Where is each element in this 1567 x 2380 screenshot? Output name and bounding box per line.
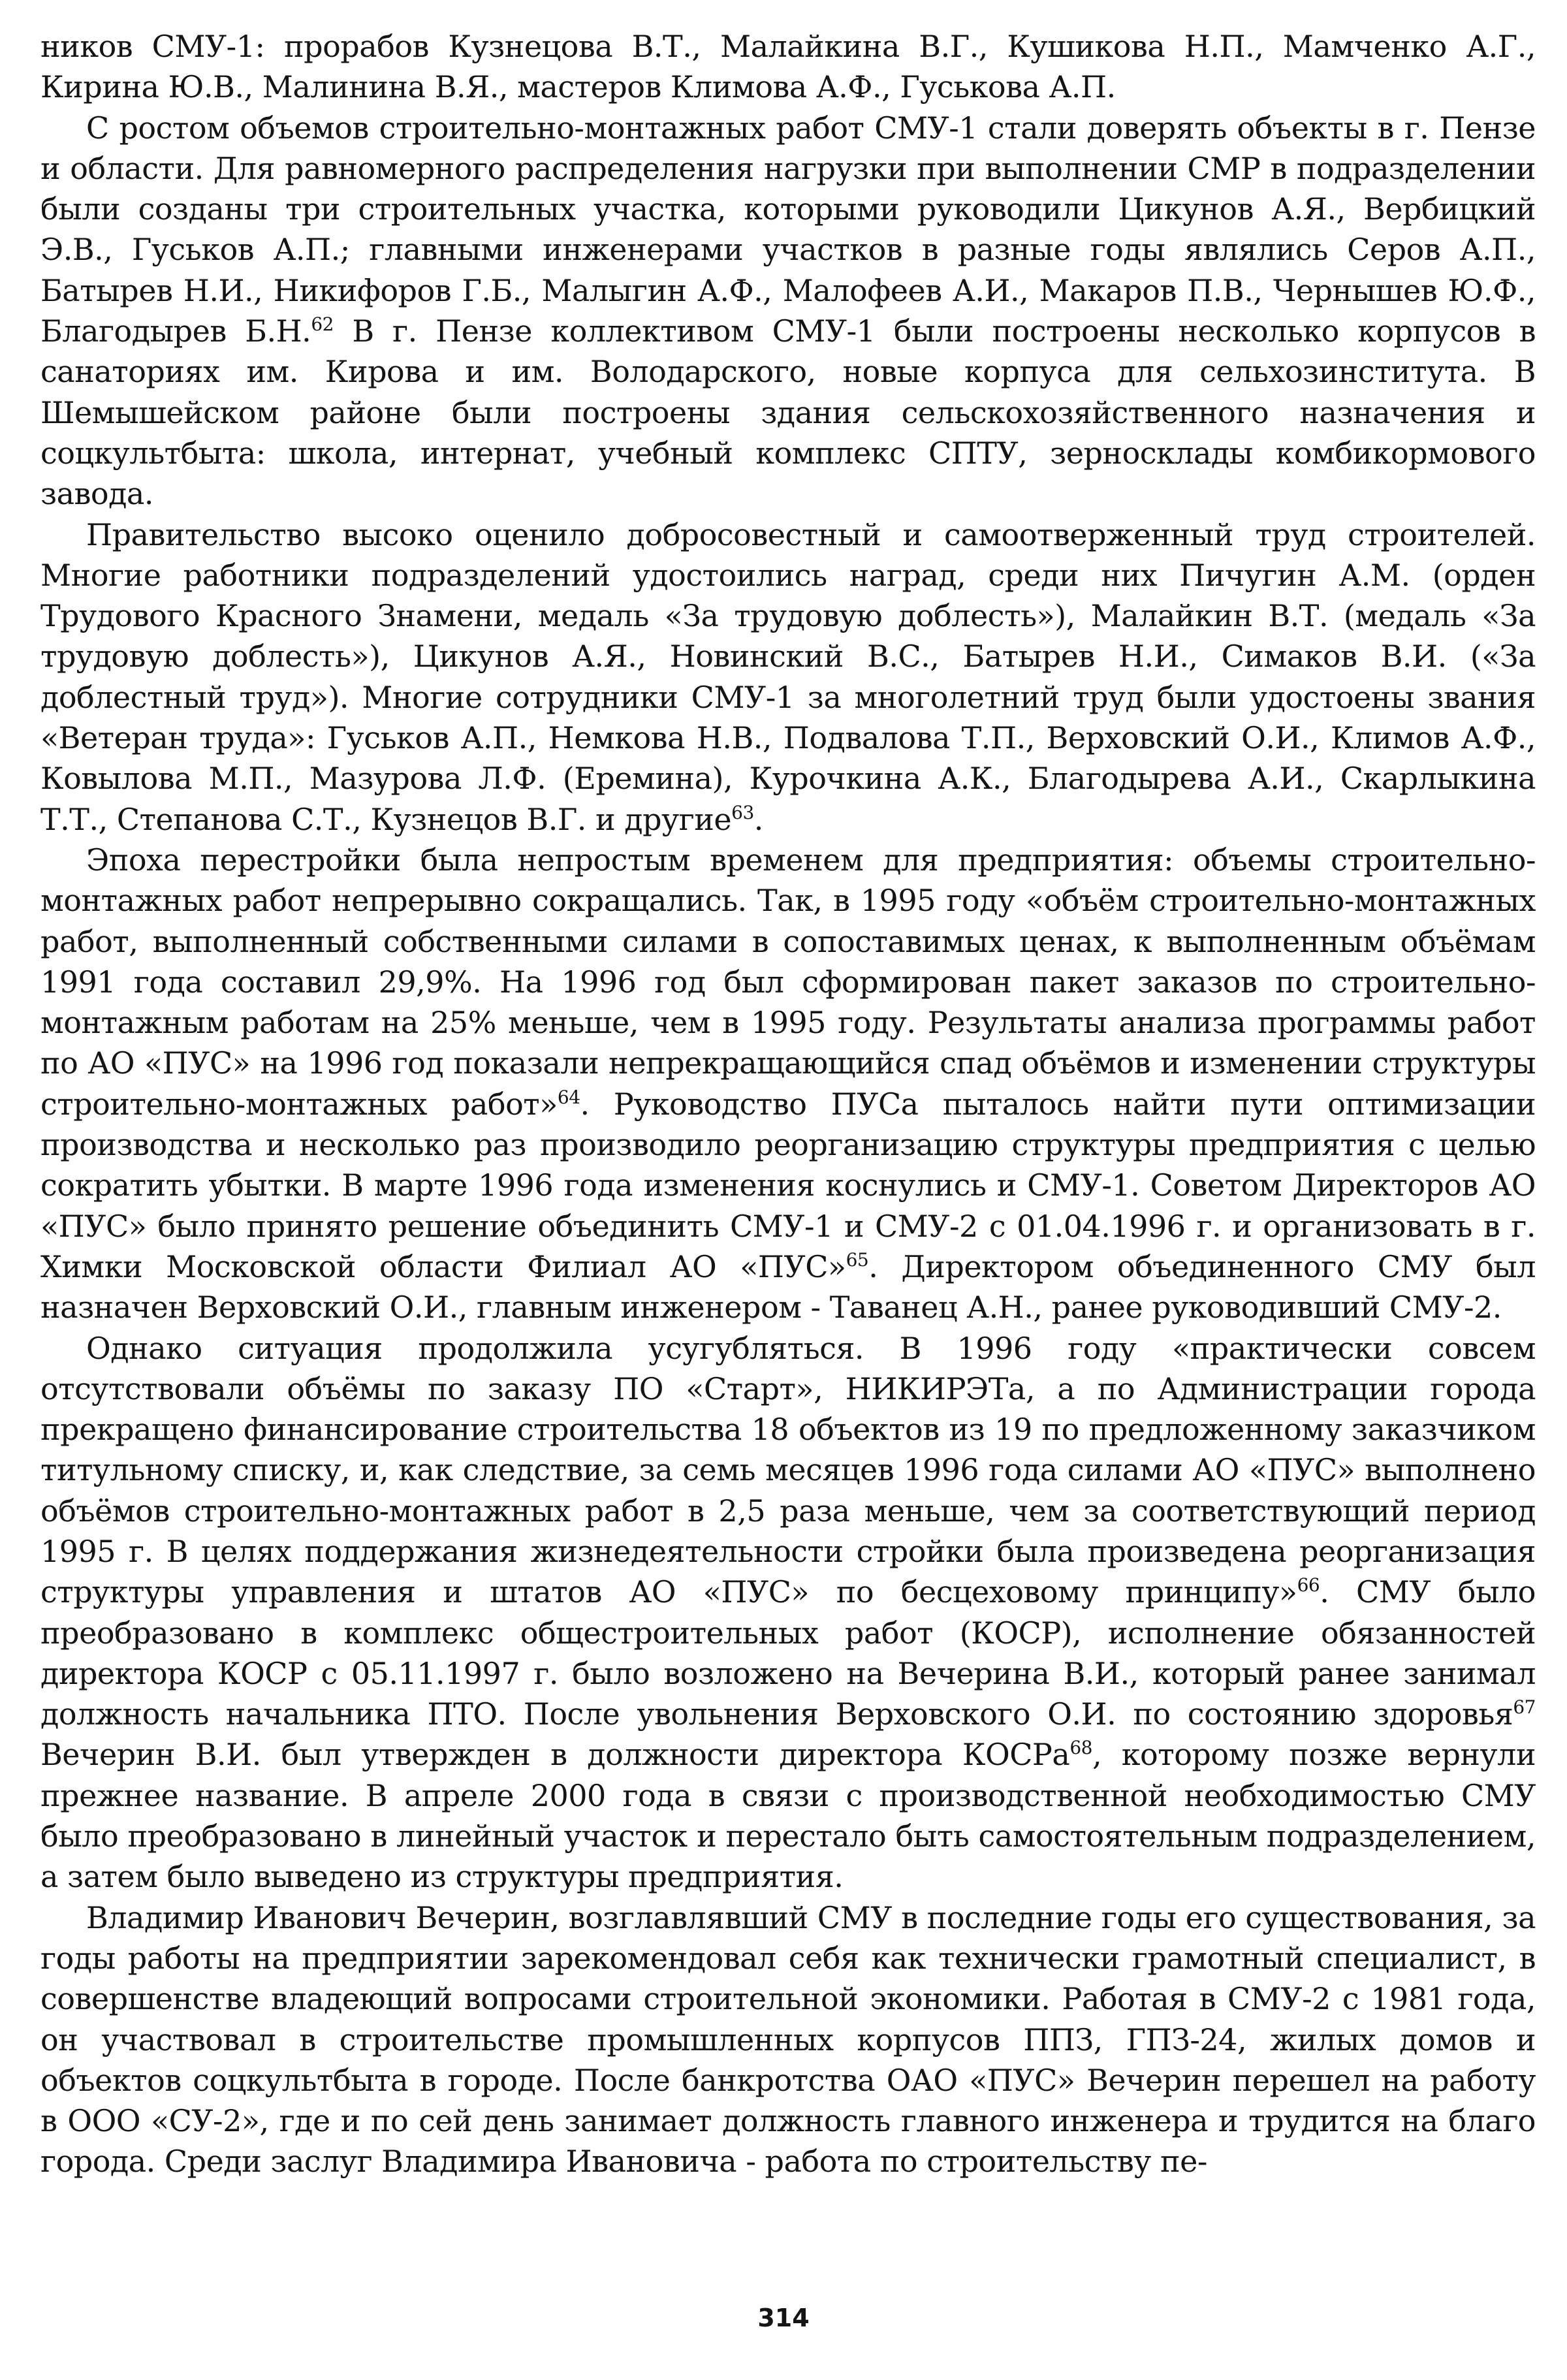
footnote-ref: 63 <box>731 801 754 823</box>
footnote-ref: 64 <box>557 1086 580 1108</box>
paragraph-vecherin <box>40 1897 1536 2182</box>
text-run: С ростом объемов строительно-монтажных работ СМУ-1 стали доверять объекты в г. Пензе и области. Для равномерного распределения нагрузки при выполнении СМР в подразделении были созданы три строительных участка, которыми руководили Цикунов А.Я., Вербицкий Э.В., Гуськов А.П.; главными инженерами участков в разные годы являлись Серов А.П., Батырев Н.И., Никифоров Г.Б., Малыгин А.Ф., Малофеев А.И., Макаров П.В., Чернышев Ю.Ф., Благодырев Б.Н. <box>40 110 1536 349</box>
paragraph-crisis <box>40 1328 1536 1897</box>
paragraph-awards <box>40 515 1536 840</box>
text-run: , которому позже вернули прежнее название. В апреле 2000 года в связи с производственной необходимостью СМУ было преобразовано в линейный участок и перестало быть самостоятельным подразделением, а затем было выведено из структуры предприятия. <box>40 1737 1536 1895</box>
text-run: . Руководство ПУСа пыталось найти пути оптимизации производства и несколько раз производило реорганизацию структуры предприятия с целью сократить убытки. В марте 1996 года изменения коснулись и СМУ-1. Советом Директоров АО «ПУС» было принято решение объединить СМУ-1 и СМУ-2 с 01.04.1996 г. и организовать в г. Химки Московской области Филиал АО «ПУС» <box>40 1086 1536 1284</box>
text-run: Эпоха перестройки была непростым временем для предприятия: объемы строительно-монтажных работ непрерывно сокращались. Так, в 1995 году «объём строительно-монтажных работ, выполненный собственными силами в сопоставимых ценах, к выполненным объёмам 1991 года составил 29,9%. На 1996 год был сформирован пакет заказов по строительно-монтажным работам на 25% меньше, чем в 1995 году. Результаты анализа программы работ по АО «ПУС» на 1996 год показали непрекращающийся спад объёмов и изменении структуры строительно-монтажных работ» <box>40 842 1536 1122</box>
paragraph-continuation <box>40 26 1536 108</box>
text-run: ников СМУ-1: прорабов Кузнецова В.Т., Малайкина В.Г., Кушикова Н.П., Мамченко А.Г., Кирина Ю.В., Малинина В.Я., мастеров Климова А.Ф., Гуськова А.П. <box>40 29 1536 105</box>
text-run: Владимир Иванович Вечерин, возглавлявший СМУ в последние годы его существования, за годы работы на предприятии зарекомендовал себя как технически грамотный специалист, в совершенстве владеющий вопросами строительной экономики. Работая в СМУ-2 с 1981 года, он участвовал в строительстве промышленных корпусов ППЗ, ГПЗ-24, жилых домов и объектов соцкультбыта в городе. После банкротства ОАО «ПУС» Вечерин перешел на работу в ООО «СУ-2», где и по сей день занимает должность главного инженера и трудится на благо города. Среди заслуг Владимира Ивановича - работа по строительству пе- <box>40 1899 1536 2180</box>
footnote-ref: 68 <box>1069 1737 1092 1759</box>
footnote-ref: 65 <box>846 1248 869 1271</box>
page-body <box>40 26 1536 2324</box>
text-run: В г. Пензе коллективом СМУ-1 были построены несколько корпусов в санаториях им. Кирова и им. Володарского, новые корпуса для сельхозинститута. В Шемышейском районе были построены здания сельскохозяйственного назначения и соцкультбыта: школа, интернат, учебный комплекс СПТУ, зерносклады комбикормового завода. <box>40 313 1536 512</box>
page-number: 314 <box>757 2304 810 2332</box>
paragraph-smu1-objects <box>40 108 1536 515</box>
footnote-ref: 62 <box>311 313 334 336</box>
text-run: . Директором объединенного СМУ был назначен Верховский О.И., главным инженером - Таванец А.Н., ранее руководивший СМУ-2. <box>40 1248 1536 1325</box>
text-run: . СМУ было преобразовано в комплекс общестроительных работ (КОСР), исполнение обязанностей директора КОСР с 05.11.1997 г. было возложено на Вечерина В.И., который ранее занимал должность начальника ПТО. После увольнения Верховского О.И. по состоянию здоровья <box>40 1574 1536 1732</box>
text-run: Однако ситуация продолжила усугубляться. В 1996 году «практически совсем отсутствовали объёмы по заказу ПО «Старт», НИКИРЭТа, а по Администрации города прекращено финансирование строительства 18 объектов из 19 по предложенному заказчиком титульному списку, и, как следствие, за семь месяцев 1996 года силами АО «ПУС» выполнено объёмов строительно-монтажных работ в 2,5 раза меньше, чем за соответствующий период 1995 г. В целях поддержания жизнедеятельности стройки была произведена реорганизация структуры управления и штатов АО «ПУС» по бесцеховому принципу» <box>40 1330 1536 1610</box>
paragraph-perestroika <box>40 840 1536 1328</box>
footnote-ref: 66 <box>1297 1574 1320 1596</box>
text-run: Вечерин В.И. был утвержден в должности директора КОСРа <box>40 1737 1070 1773</box>
text-run: . <box>753 801 763 837</box>
text-run: Правительство высоко оценило добросовестный и самоотверженный труд строителей. Многие работники подразделений удостоились наград, среди них Пичугин А.М. (орден Трудового Красного Знамени, медаль «За трудовую доблесть»), Малайкин В.Т. (медаль «За трудовую доблесть»), Цикунов А.Я., Новинский В.С., Батырев Н.И., Симаков В.И. («За доблестный труд»). Многие сотрудники СМУ-1 за многолетний труд были удостоены звания «Ветеран труда»: Гуськов А.П., Немкова Н.В., Подвалова Т.П., Верховский О.И., Климов А.Ф., Ковылова М.П., Мазурова Л.Ф. (Еремина), Курочкина А.К., Благодырева А.И., Скарлыкина Т.Т., Степанова С.Т., Кузнецов В.Г. и другие <box>40 516 1536 837</box>
footnote-ref: 67 <box>1513 1696 1536 1719</box>
